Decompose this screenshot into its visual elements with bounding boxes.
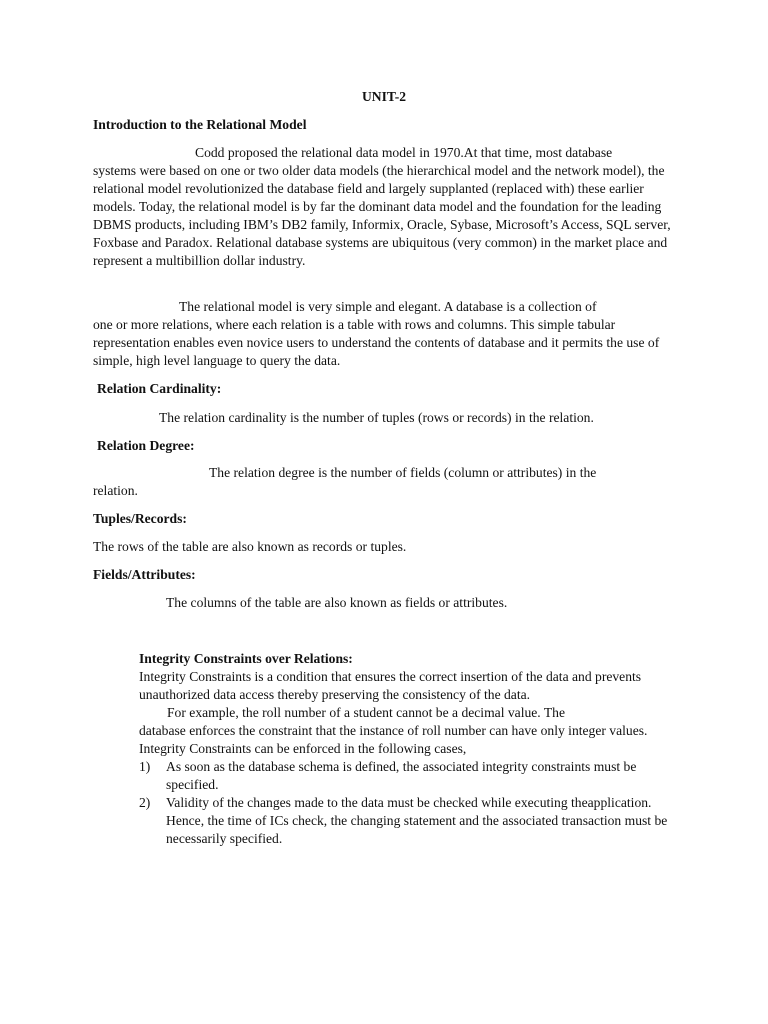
intro-p2-rest: one or more relations, where each relation is a table with rows and columns. This simple tabular representation enables even novice users to understand the contents of database and it permits the use of simple, high level language to query the data. [93, 317, 660, 368]
integrity-p1: Integrity Constraints is a condition that ensures the correct insertion of the data and prevents unauthorized data access thereby preserving the consistency of the data. [139, 669, 642, 702]
unit-title [0, 88, 768, 106]
intro-paragraph-2 [93, 298, 673, 370]
degree-text-lead: The relation degree is the number of fields (column or attributes) in the [209, 465, 597, 480]
integrity-p2-rest: database enforces the constraint that the instance of roll number can have only integer values. [139, 723, 648, 738]
integrity-p3: Integrity Constraints can be enforced in the following cases, [139, 741, 467, 756]
tuples-heading: Tuples/Records: [93, 511, 187, 526]
cardinality-text-body: The relation cardinality is the number of tuples (rows or records) in the relation. [159, 410, 594, 425]
list-item-number: 2) [139, 795, 151, 810]
tuples-text: The rows of the table are also known as records or tuples. [93, 539, 407, 554]
list-item-number: 1) [139, 759, 151, 774]
list-item-text: As soon as the database schema is defined, the associated integrity constraints must be specified. [166, 759, 637, 792]
degree-heading: Relation Degree: [97, 438, 195, 453]
integrity-heading: Integrity Constraints over Relations: [139, 651, 353, 666]
list-item [139, 758, 679, 794]
intro-p2-lead: The relational model is very simple and elegant. A database is a collection of [179, 299, 597, 314]
intro-p1-rest: systems were based on one or two older data models (the hierarchical model and the network model), the relational model revolutionized the database field and largely supplanted (replaced with) these earlier models. Today, the relational model is by far the dominant data model and the foundation for the leading DBMS products, including IBM’s DB2 family, Informix, Oracle, Sybase, Microsoft’s Access, SQL server, Foxbase and Paradox. Relational database systems are ubiquitous (very common) in the market place and represent a multibillion dollar industry. [93, 163, 671, 268]
integrity-p2-lead: For example, the roll number of a student cannot be a decimal value. The [167, 705, 565, 720]
integrity-section [139, 650, 679, 848]
fields-text [93, 594, 673, 612]
fields-heading: Fields/Attributes: [93, 567, 196, 582]
list-item-text: Validity of the changes made to the data must be checked while executing theapplication. Hence, the time of ICs check, the changing statement and the associated transaction must be necessarily specified. [166, 795, 668, 846]
list-item [139, 794, 679, 848]
degree-text-rest: relation. [93, 483, 138, 498]
unit-title-text: UNIT-2 [361, 89, 407, 104]
intro-p1-lead: Codd proposed the relational data model in 1970.At that time, most database [195, 145, 613, 160]
cardinality-heading: Relation Cardinality: [97, 381, 222, 396]
fields-text-body: The columns of the table are also known as fields or attributes. [166, 595, 508, 610]
degree-text [93, 464, 673, 500]
intro-paragraph-1 [93, 144, 673, 270]
cardinality-text [93, 409, 673, 427]
intro-heading: Introduction to the Relational Model [93, 117, 307, 132]
